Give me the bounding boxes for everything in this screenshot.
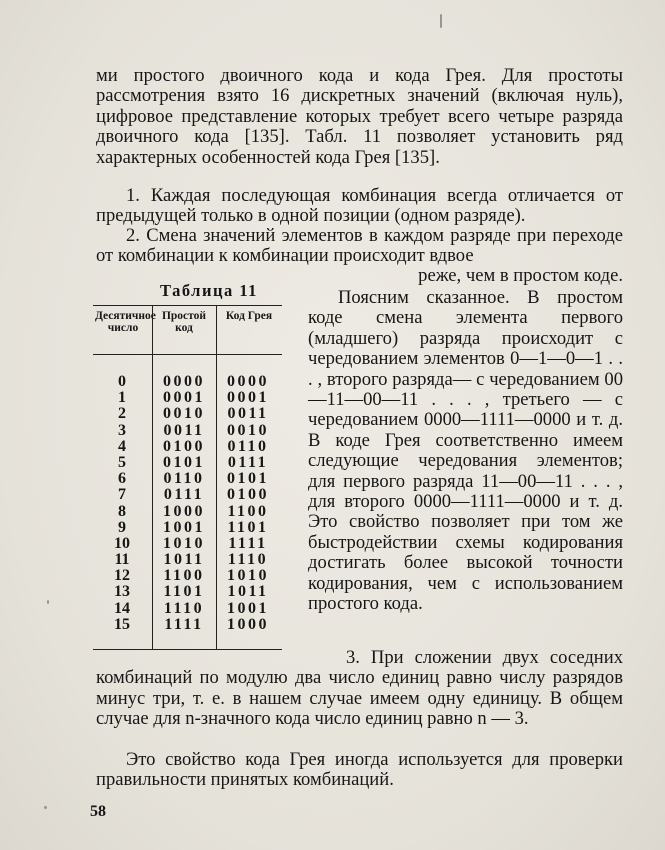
- cell-decimal: 6: [118, 470, 126, 488]
- table-row: [93, 568, 282, 584]
- cell-gray-code: 1101: [227, 518, 269, 536]
- cell-simple-code: 1011: [163, 551, 205, 569]
- table-row: [93, 374, 282, 390]
- paragraph-property-2: [96, 226, 623, 267]
- paragraph-property-1: [96, 186, 623, 227]
- cell-decimal: 5: [118, 453, 126, 471]
- cell-decimal: 2: [118, 405, 126, 423]
- table-row: [93, 390, 282, 406]
- cell-decimal: 8: [118, 502, 126, 520]
- cell-simple-code: 0110: [163, 470, 205, 488]
- cell-decimal: 13: [114, 583, 130, 601]
- header-decimal: Десятичное число: [95, 310, 156, 334]
- cell-gray-code: 1100: [227, 502, 269, 520]
- table-caption: Таблица 11: [160, 281, 258, 300]
- cell-simple-code: 1110: [163, 599, 205, 617]
- cell-simple-code: 1001: [163, 518, 205, 536]
- table-row: [93, 584, 282, 600]
- cell-gray-code: 0110: [227, 437, 269, 455]
- table-row: [93, 601, 282, 617]
- cell-simple-code: 1101: [163, 583, 205, 601]
- cell-gray-code: 0100: [227, 486, 269, 504]
- table-row: [93, 471, 282, 487]
- paragraph-intro: [96, 66, 623, 168]
- cell-decimal: 15: [114, 615, 130, 633]
- table-row: [93, 520, 282, 536]
- cell-gray-code: 1011: [227, 583, 269, 601]
- table-row: [93, 406, 282, 422]
- cell-decimal: 1: [118, 389, 126, 407]
- page-number: 58: [90, 803, 106, 820]
- cell-gray-code: 1001: [227, 599, 269, 617]
- cell-gray-code: 0011: [227, 405, 269, 423]
- paragraph-conclusion: [96, 750, 623, 791]
- table-row: [93, 536, 282, 552]
- cell-simple-code: 0101: [163, 453, 205, 471]
- table-row: [93, 617, 282, 633]
- cell-gray-code: 0001: [227, 389, 269, 407]
- cell-decimal: 4: [118, 437, 126, 455]
- paragraph-text: 1. Каждая последующая комбинация всегда отличается от предыдущей только в одной позиции (одном разряде).: [96, 185, 623, 227]
- paragraph-text: реже, чем в простом коде.: [418, 265, 623, 286]
- cell-simple-code: 1010: [163, 534, 205, 552]
- cell-decimal: 7: [118, 486, 126, 504]
- cell-gray-code: 1111: [228, 534, 268, 552]
- paragraph-text: 2. Смена значений элементов в каждом разряде при переходе от комбинации к комбинации происходит вдвое: [96, 225, 623, 267]
- cell-gray-code: 1110: [227, 551, 269, 569]
- cell-simple-code: 1000: [163, 502, 205, 520]
- cell-simple-code: 0100: [163, 437, 205, 455]
- cell-simple-code: 1100: [163, 567, 205, 585]
- cell-decimal: 10: [114, 534, 130, 552]
- scan-mark: [440, 14, 442, 28]
- table-row: [93, 455, 282, 471]
- table-row: [93, 504, 282, 520]
- cell-simple-code: 0011: [163, 421, 205, 439]
- header-simple-code: Простой код: [161, 310, 207, 334]
- cell-gray-code: 0101: [227, 470, 269, 488]
- cell-decimal: 3: [118, 421, 126, 439]
- scan-mark: [44, 806, 47, 809]
- paragraph-explanation: [308, 288, 623, 615]
- cell-gray-code: 0000: [227, 373, 269, 390]
- table-row: [93, 552, 282, 568]
- paragraph-text: Это свойство кода Грея иногда используется для проверки правильности принятых комбинаций.: [96, 749, 623, 791]
- paragraph-property-3: [96, 648, 623, 730]
- cell-decimal: 14: [114, 599, 130, 617]
- cell-gray-code: 1000: [227, 615, 269, 633]
- paragraph-text: ми простого двоичного кода и кода Грея. Для простоты рассмотрения взято 16 дискретных значений (включая нуль), цифровое представление которых требует всего четыре разряда двоичного кода [135]. Табл. 11 позволяет установить ряд характерных особенностей кода Грея [135].: [96, 65, 623, 168]
- cell-gray-code: 0111: [227, 453, 269, 471]
- cell-gray-code: 0010: [227, 421, 269, 439]
- gray-code-table: [93, 305, 282, 650]
- cell-simple-code: 0010: [163, 405, 205, 423]
- scan-mark: [47, 600, 49, 604]
- table-header-divider: [93, 354, 282, 355]
- cell-decimal: 12: [114, 567, 130, 585]
- cell-simple-code: 0000: [163, 373, 205, 390]
- cell-simple-code: 0111: [163, 486, 205, 504]
- table-row: [93, 423, 282, 439]
- cell-gray-code: 1010: [227, 567, 269, 585]
- cell-decimal: 9: [118, 518, 126, 536]
- paragraph-text: Поясним сказанное. В простом коде смена элемента первого (младшего) разряда происходит с чередованием элементов 0—1—0—1 . . . , второго разряда— с чередованием 00—11—00—11 . . . , третьего — с чередованием 0000—1111—0000 и т. д. В коде Грея соответственно имеем следующие чередования элементов; для первого разряда 11—00—11 . . . , для второго 0000—1111—0000 и т. д. Это свойство позволяет при том же быстродействии схемы кодирования достигать более высокой точности кодирования, чем с использованием простого кода.: [308, 287, 623, 615]
- cell-decimal: 0: [118, 373, 126, 390]
- paragraph-text: 3. При сложении двух соседних комбинаций по модулю два число единиц равно числу разрядов минус три, т. е. в нашем случае имеем одну единицу. В общем случае для n-значного кода число единиц равно n — 3.: [96, 647, 623, 730]
- header-gray-code: Код Грея: [225, 310, 273, 322]
- cell-simple-code: 1111: [164, 615, 204, 633]
- cell-decimal: 11: [114, 551, 130, 569]
- cell-simple-code: 0001: [163, 389, 205, 407]
- table-body: [93, 374, 282, 633]
- table-row: [93, 487, 282, 503]
- table-row: [93, 439, 282, 455]
